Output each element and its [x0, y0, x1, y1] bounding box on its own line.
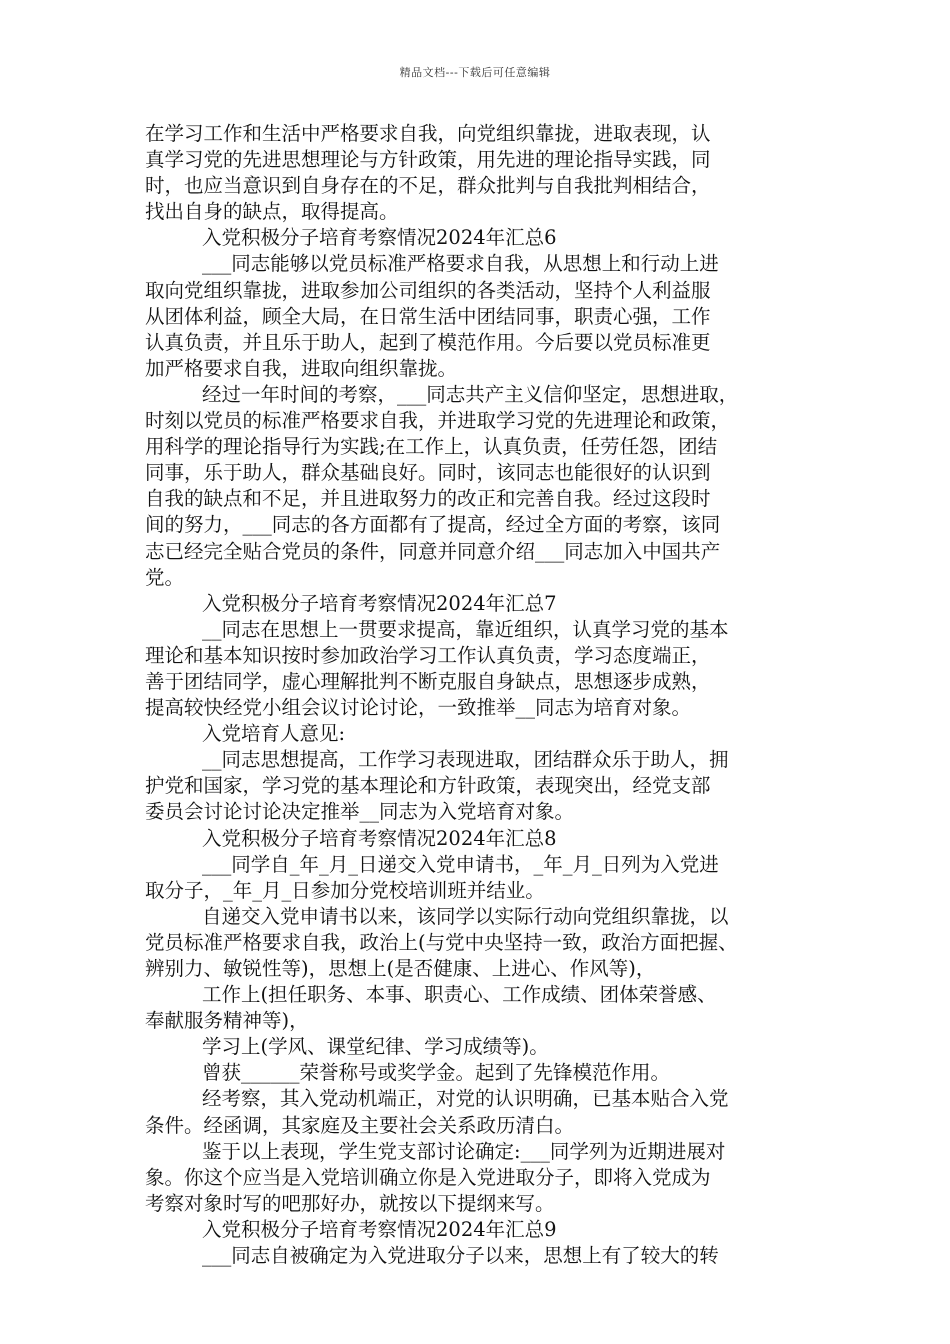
- text-line: 提高较快经党小组会议讨论讨论，一致推举__同志为培育对象。: [145, 696, 692, 720]
- text-line: 善于团结同学，虚心理解批判不断克服自身缺点，思想逐步成熟，: [145, 669, 711, 693]
- text-line: 取向党组织靠拢，进取参加公司组织的各类活动，坚持个人利益服: [145, 278, 711, 302]
- text-line: 入党积极分子培育考察情况2024年汇总9: [202, 1217, 557, 1241]
- text-line: 志已经完全贴合党员的条件，同意并同意介绍___同志加入中国共产: [145, 539, 721, 563]
- text-line: 护党和国家，学习党的基本理论和方针政策，表现突出，经党支部: [145, 774, 711, 798]
- text-line: 间的努力，___同志的各方面都有了提高，经过全方面的考察，该同: [145, 513, 721, 537]
- text-line: 辨别力、敏锐性等)，思想上(是否健康、上进心、作风等)，: [145, 957, 656, 980]
- document-body: [145, 121, 810, 1269]
- text-line: 入党培育人意见:: [202, 722, 346, 746]
- text-line: ___同志自被确定为入党进取分子以来，思想上有了较大的转: [202, 1244, 719, 1268]
- text-line: 时，也应当意识到自身存在的不足，群众批判与自我批判相结合，: [145, 174, 711, 198]
- text-line: 条件。经函调，其家庭及主要社会关系政历清白。: [145, 1113, 575, 1137]
- text-line: 入党积极分子培育考察情况2024年汇总6: [202, 226, 557, 250]
- text-line: 在学习工作和生活中严格要求自我，向党组织靠拢，进取表现，认: [145, 122, 711, 145]
- text-line: 同事，乐于助人，群众基础良好。同时，该同志也能很好的认识到: [145, 461, 711, 485]
- text-line: 考察对象时写的吧那好办，就按以下提纲来写。: [145, 1191, 555, 1215]
- text-line: 理论和基本知识按时参加政治学习工作认真负责，学习态度端正，: [145, 643, 711, 667]
- text-line: 经考察，其入党动机端正，对党的认识明确，已基本贴合入党: [202, 1087, 729, 1111]
- text-line: 象。你这个应当是入党培训确立你是入党进取分子，即将入党成为: [145, 1165, 711, 1189]
- text-line: 入党积极分子培育考察情况2024年汇总7: [202, 591, 557, 615]
- text-line: 时刻以党员的标准严格要求自我，并进取学习党的先进理论和政策，: [145, 409, 731, 433]
- text-line: 党员标准严格要求自我，政治上(与党中央坚持一致，政治方面把握、: [145, 930, 738, 954]
- text-line: ___同学自_年_月_日递交入党申请书，_年_月_日列为入党进: [202, 852, 719, 876]
- text-line: 经过一年时间的考察，___同志共产主义信仰坚定，思想进取，: [202, 382, 739, 406]
- text-line: 工作上(担任职务、本事、职责心、工作成绩、团体荣誉感、: [202, 983, 717, 1007]
- text-line: 认真负责，并且乐于助人，起到了模范作用。今后要以党员标准更: [145, 330, 711, 354]
- text-line: 用科学的理论指导行为实践;在工作上，认真负责，任劳任怨，团结: [145, 435, 718, 459]
- text-line: 入党积极分子培育考察情况2024年汇总8: [202, 826, 557, 850]
- text-line: 取分子，_年_月_日参加分党校培训班并结业。: [145, 878, 545, 902]
- text-line: __同志思想提高，工作学习表现进取，团结群众乐于助人，拥: [202, 748, 729, 772]
- text-line: 找出自身的缺点，取得提高。: [145, 200, 399, 224]
- text-line: 鉴于以上表现，学生党支部讨论确定:___同学列为近期进展对: [202, 1139, 726, 1163]
- text-line: 加严格要求自我，进取向组织靠拢。: [145, 356, 458, 380]
- text-line: 自我的缺点和不足，并且进取努力的改正和完善自我。经过这段时: [145, 487, 711, 511]
- text-line: 党。: [145, 565, 185, 589]
- text-line: 自递交入党申请书以来，该同学以实际行动向党组织靠拢，以: [202, 904, 729, 928]
- text-line: ___同志能够以党员标准严格要求自我，从思想上和行动上进: [202, 252, 719, 276]
- text-line: 学习上(学风、课堂纪律、学习成绩等)。: [202, 1035, 549, 1059]
- text-line: 真学习党的先进思想理论与方针政策，用先进的理论指导实践，同: [145, 148, 711, 172]
- text-line: 委员会讨论讨论决定推举__同志为入党培育对象。: [145, 800, 575, 824]
- page-header: 精品文档---下载后可任意编辑: [399, 66, 551, 79]
- text-line: __同志在思想上一贯要求提高，靠近组织，认真学习党的基本: [202, 617, 729, 641]
- text-line: 曾获______荣誉称号或奖学金。起到了先锋模范作用。: [202, 1061, 671, 1085]
- text-line: 从团体利益，顾全大局，在日常生活中团结同事，职责心强，工作: [145, 304, 711, 328]
- text-line: 奉献服务精神等)，: [145, 1009, 309, 1033]
